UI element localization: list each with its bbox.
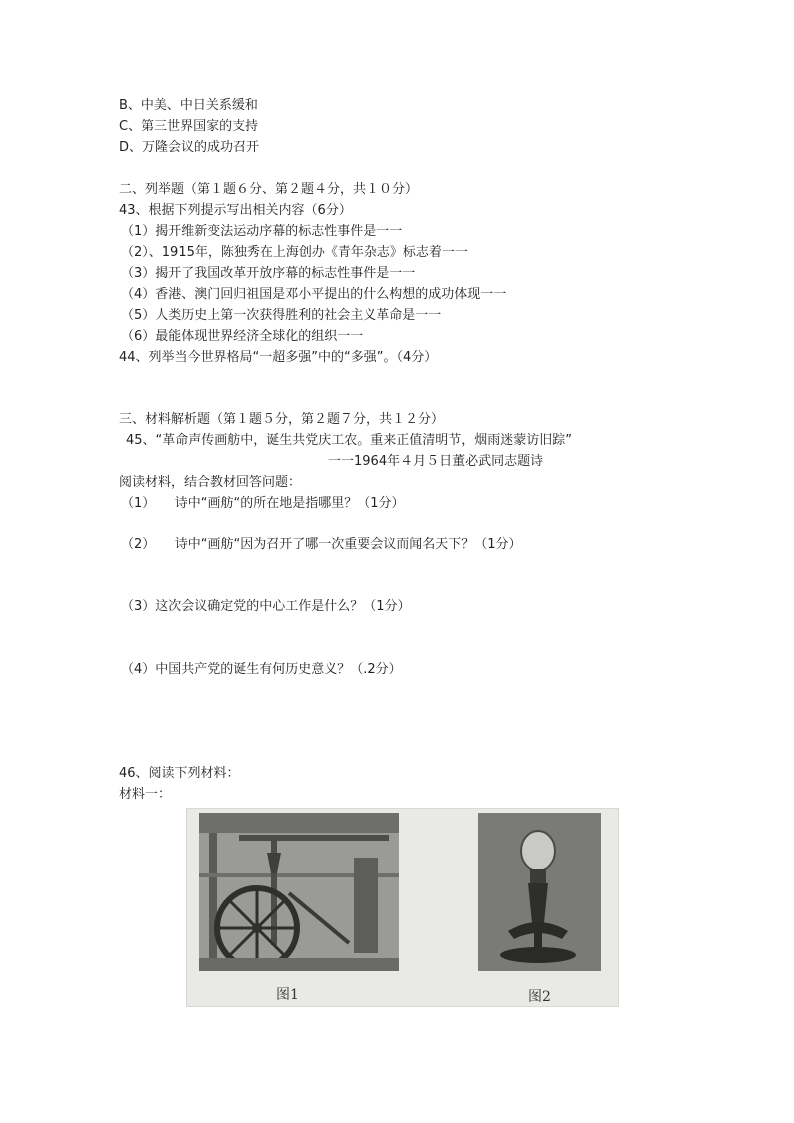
- material-1-label: 材料一：: [119, 787, 172, 802]
- figure-2-caption: 图2: [528, 989, 551, 1005]
- question-45-poem: 45、“革命声传画舫中，诞生共党庆工农。重来正值清明节，烟雨迷蒙访旧踪”: [126, 433, 573, 448]
- question-43: 43、根据下列提示写出相关内容（6分）: [119, 203, 352, 218]
- option-c: C、第三世界国家的支持: [119, 119, 259, 134]
- option-b: B、中美、中日关系缓和: [119, 98, 258, 113]
- q45-prompt: 阅读材料，结合教材回答问题：: [119, 475, 302, 490]
- steam-engine-image: [199, 813, 399, 971]
- option-d: D、万隆会议的成功召开: [119, 140, 260, 155]
- figure-1-caption: 图1: [276, 987, 299, 1003]
- q43-item-6: （6）最能体现世界经济全球化的组织一一: [121, 329, 364, 344]
- question-46: 46、阅读下列材料：: [119, 766, 240, 781]
- q43-item-3: （3）揭开了我国改革开放序幕的标志性事件是一一: [121, 266, 416, 281]
- section2-title: 二、列举题（第１题６分、第２题４分，共１０分）: [119, 182, 419, 197]
- q43-item-2: （2）、1915年，陈独秀在上海创办《青年杂志》标志着一一: [121, 245, 468, 260]
- q45-sub-3: （3）这次会议确定党的中心工作是什么？（1分）: [121, 599, 411, 614]
- q45-sub-1: （1） 诗中“画舫“的所在地是指哪里？（1分）: [121, 496, 405, 511]
- q45-sub-2: （2） 诗中“画舫“因为召开了哪一次重要会议而闻名天下？（1分）: [121, 537, 522, 552]
- q43-item-5: （5）人类历史上第一次获得胜利的社会主义革命是一一: [121, 308, 442, 323]
- question-44: 44、列举当今世界格局“一超多强”中的“多强”。（4分）: [119, 350, 438, 365]
- q43-item-1: （1）揭开维新变法运动序幕的标志性事件是一一: [121, 224, 403, 239]
- q43-item-4: （4）香港、澳门回归祖国是邓小平提出的什么构想的成功体现一一: [121, 287, 507, 302]
- q45-sub-4: （4）中国共产党的诞生有何历史意义？（.2分）: [121, 662, 402, 677]
- question-45-signature: 一一1964年４月５日董必武同志题诗: [328, 454, 544, 469]
- light-bulb-image: [478, 813, 601, 971]
- section3-title: 三、材料解析题（第１题５分，第２题７分，共１２分）: [119, 412, 445, 427]
